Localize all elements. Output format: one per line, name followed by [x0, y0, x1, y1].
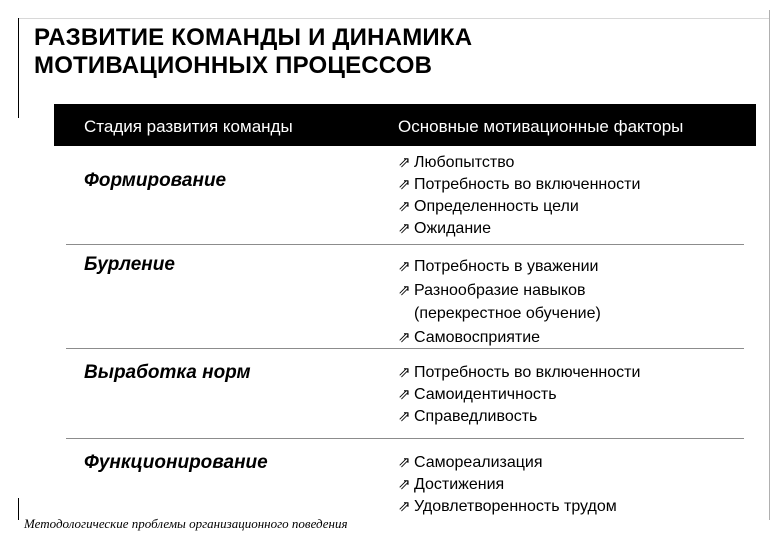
slide-frame-left	[18, 18, 19, 118]
factor-list	[398, 452, 617, 518]
factor-item: ⇗ Потребность в уважении	[398, 255, 601, 279]
factor-list	[398, 255, 601, 349]
arrow-icon: ⇗	[398, 154, 411, 171]
stage-label: Выработка норм	[84, 362, 251, 383]
arrow-icon: ⇗	[398, 408, 411, 425]
arrow-icon: ⇗	[398, 258, 411, 275]
row-divider	[66, 244, 744, 245]
factor-item: ⇗ Потребность во включенности	[398, 174, 640, 196]
arrow-icon: ⇗	[398, 386, 411, 403]
factor-list	[398, 152, 640, 240]
slide-title	[34, 24, 472, 80]
factor-item: ⇗ Удовлетворенность трудом	[398, 496, 617, 518]
factor-item: ⇗ Определенность цели	[398, 196, 640, 218]
title-line-1: РАЗВИТИЕ КОМАНДЫ И ДИНАМИКА	[34, 24, 473, 51]
arrow-icon: ⇗	[398, 476, 411, 493]
footer-rule	[18, 498, 19, 520]
arrow-icon: ⇗	[398, 364, 411, 381]
slide-frame-right	[769, 10, 770, 520]
arrow-icon: ⇗	[398, 220, 411, 237]
arrow-icon: ⇗	[398, 328, 411, 346]
title-line-2: МОТИВАЦИОННЫХ ПРОЦЕССОВ	[34, 52, 433, 79]
factor-item: ⇗ Самовосприятие	[398, 326, 601, 350]
factor-item: ⇗ Самоидентичность	[398, 384, 640, 406]
slide-frame-top	[18, 18, 770, 19]
arrow-icon: ⇗	[398, 281, 411, 299]
factor-item: ⇗ Ожидание	[398, 218, 640, 240]
arrow-icon: ⇗	[398, 176, 411, 193]
footer-caption: Методологические проблемы организационного поведения	[24, 516, 348, 531]
arrow-icon: ⇗	[398, 498, 411, 515]
factor-list	[398, 362, 640, 428]
row-divider	[66, 348, 744, 349]
row-divider	[66, 438, 744, 439]
factor-item: ⇗ Любопытство	[398, 152, 640, 174]
factor-item: (перекрестное обучение)	[414, 305, 601, 322]
factor-item: ⇗ Потребность во включенности	[398, 362, 640, 384]
factor-item: ⇗ Разнообразие навыков	[398, 279, 601, 303]
factor-item: ⇗ Достижения	[398, 474, 617, 496]
factor-item: ⇗ Самореализация	[398, 452, 617, 474]
factor-item: ⇗ Справедливость	[398, 406, 640, 428]
stage-label: Формирование	[84, 170, 227, 191]
stage-label: Функционирование	[84, 452, 268, 473]
stage-label: Бурление	[84, 254, 175, 275]
arrow-icon: ⇗	[398, 198, 411, 215]
header-stage: Стадия развития команды	[84, 117, 293, 136]
header-factors: Основные мотивационные факторы	[398, 117, 684, 136]
arrow-icon: ⇗	[398, 454, 411, 471]
